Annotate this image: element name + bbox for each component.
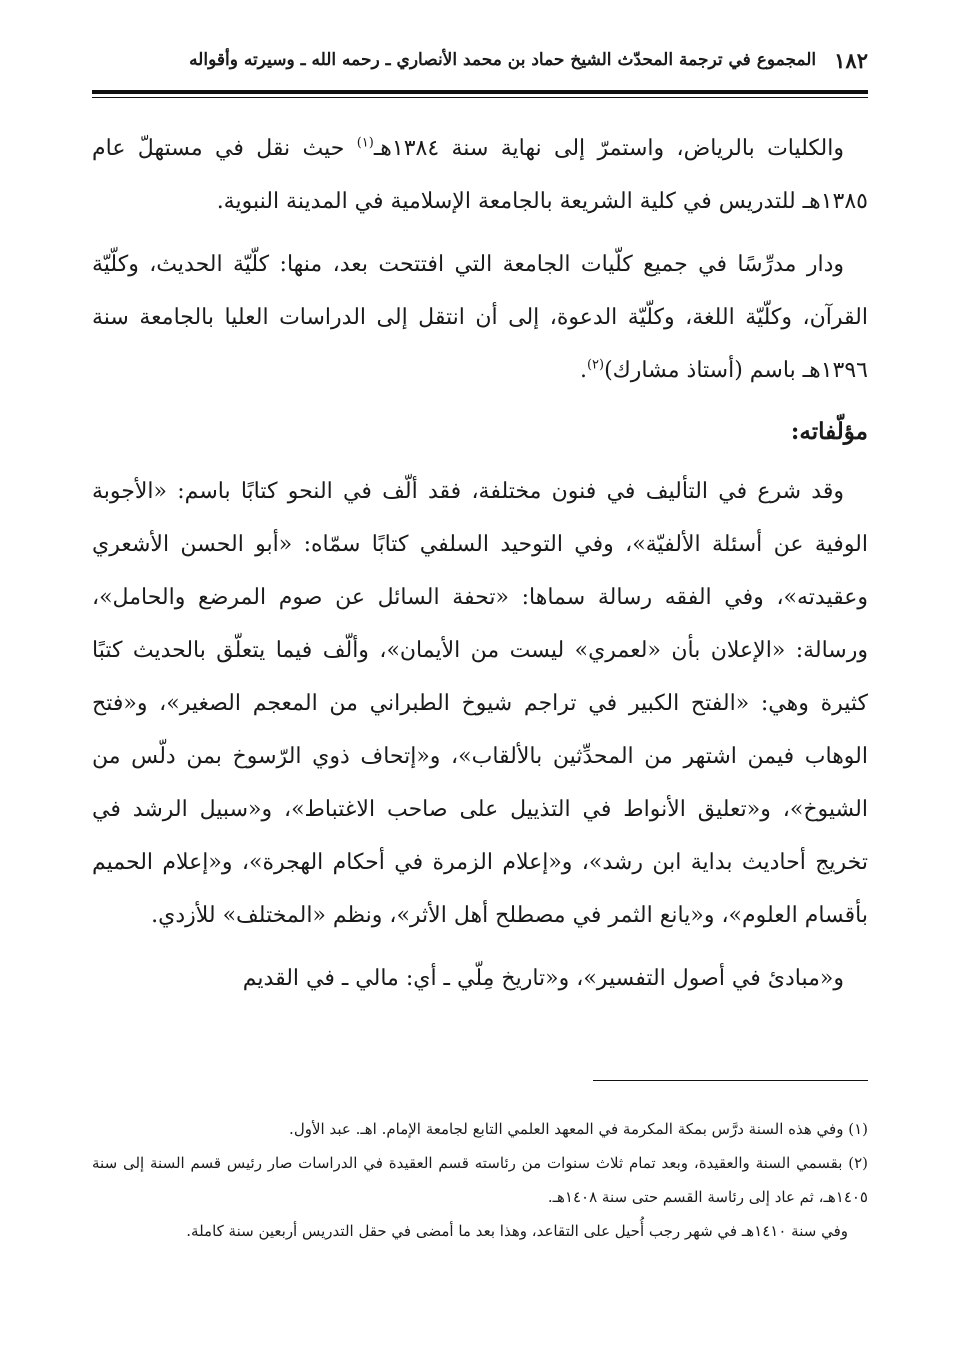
- header-rule: [92, 90, 868, 94]
- running-header: [92, 40, 868, 80]
- footnote-rule: [593, 1080, 868, 1081]
- paragraph-4: و«مبادئ في أصول التفسير»، و«تاريخ مِلّي ـ أي: مالي ـ في القديم: [242, 966, 844, 991]
- page-number: ١٨٢: [834, 47, 868, 73]
- footnote-2: (٢) بقسمي السنة والعقيدة، وبعد تمام ثلاث سنوات من رئاسته قسم العقيدة في الدراسات صار رئيس قسم السنة إلى سنة ١٤٠٥هـ، ثم عاد إلى رئاسة القسم حتى سنة ١٤٠٨هـ.: [92, 1154, 868, 1206]
- running-title: المجموع في ترجمة المحدّث الشيخ حماد بن محمد الأنصاري ـ رحمه الله ـ وسيرته وأقواله: [189, 50, 817, 70]
- main-text: [92, 122, 868, 1005]
- paragraph-2-text: ودار مدرِّسًا في جميع كلّيات الجامعة التي افتتحت بعد، منها: كلّيّة الحديث، وكلّيّة القرآن، وكلّيّة اللغة، وكلّيّة الدعوة، إلى أن انتقل إلى الدراسات العليا بالجامعة سنة ١٣٩٦هـ باسم (أستاذ مشارك): [92, 252, 868, 383]
- header-rule-thin: [92, 97, 868, 98]
- footnote-1: (١) وفي هذه السنة درَّس بمكة المكرمة في المعهد العلمي التابع لجامعة الإمام. اهـ. عبد الأول.: [289, 1120, 868, 1138]
- paragraph-2: [92, 238, 868, 397]
- paragraph-1: [92, 122, 868, 228]
- paragraph-3: وقد شرع في التأليف في فنون مختلفة، فقد ألّف في النحو كتابًا باسم: «الأجوبة الوفية عن أسئلة الألفيّة»، وفي التوحيد السلفي كتابًا سمّاه: «أبو الحسن الأشعري وعقيدته»، وفي الفقه رسالة سماها: «تحفة السائل عن صوم المرضع والحامل»، ورسالة: «الإعلان بأن «لعمري» ليست من الأيمان»، وألّف فيما يتعلّق بالحديث كتبًا كثيرة وهي: «الفتح الكبير في تراجم شيوخ الطبراني من المعجم الصغير»، و«فتح الوهاب فيمن اشتهر من المحدِّثين بالألقاب»، و«إتحاف ذوي الرّسوخ بمن دلّس من الشيوخ»، و«تعليق الأنواط في التذييل على صاحب الاغتباط»، و«سبيل الرشد في تخريج أحاديث بداية ابن رشد»، و«إعلام الزمرة في أحكام الهجرة»، و«إعلام الحميم بأقسام العلوم»، و«يانع الثمر في مصطلح أهل الأثر»، ونظم «المختلف» للأزدي.: [92, 479, 868, 928]
- footnote-ref-2: (٢): [586, 357, 605, 373]
- paragraph-1-text: والكليات بالرياض، واستمرّ إلى نهاية سنة ١٣٨٤هـ: [373, 136, 844, 161]
- paragraph-1-rest: حيث نقل في مستهلّ عام ١٣٨٥هـ للتدريس في كلية الشريعة بالجامعة الإسلامية في المدينة النبوية.: [92, 136, 868, 214]
- footnote-ref-1: (١): [356, 135, 374, 151]
- footnotes: [92, 1112, 868, 1248]
- paragraph-2-end: .: [579, 358, 587, 383]
- section-heading: مؤلّفاته:: [790, 418, 868, 445]
- footnote-2-continuation: وفي سنة ١٤١٠هـ في شهر رجب أُحيل على التقاعد، وهذا بعد ما أمضى في حقل التدريس أربعين سنة كاملة.: [186, 1222, 848, 1240]
